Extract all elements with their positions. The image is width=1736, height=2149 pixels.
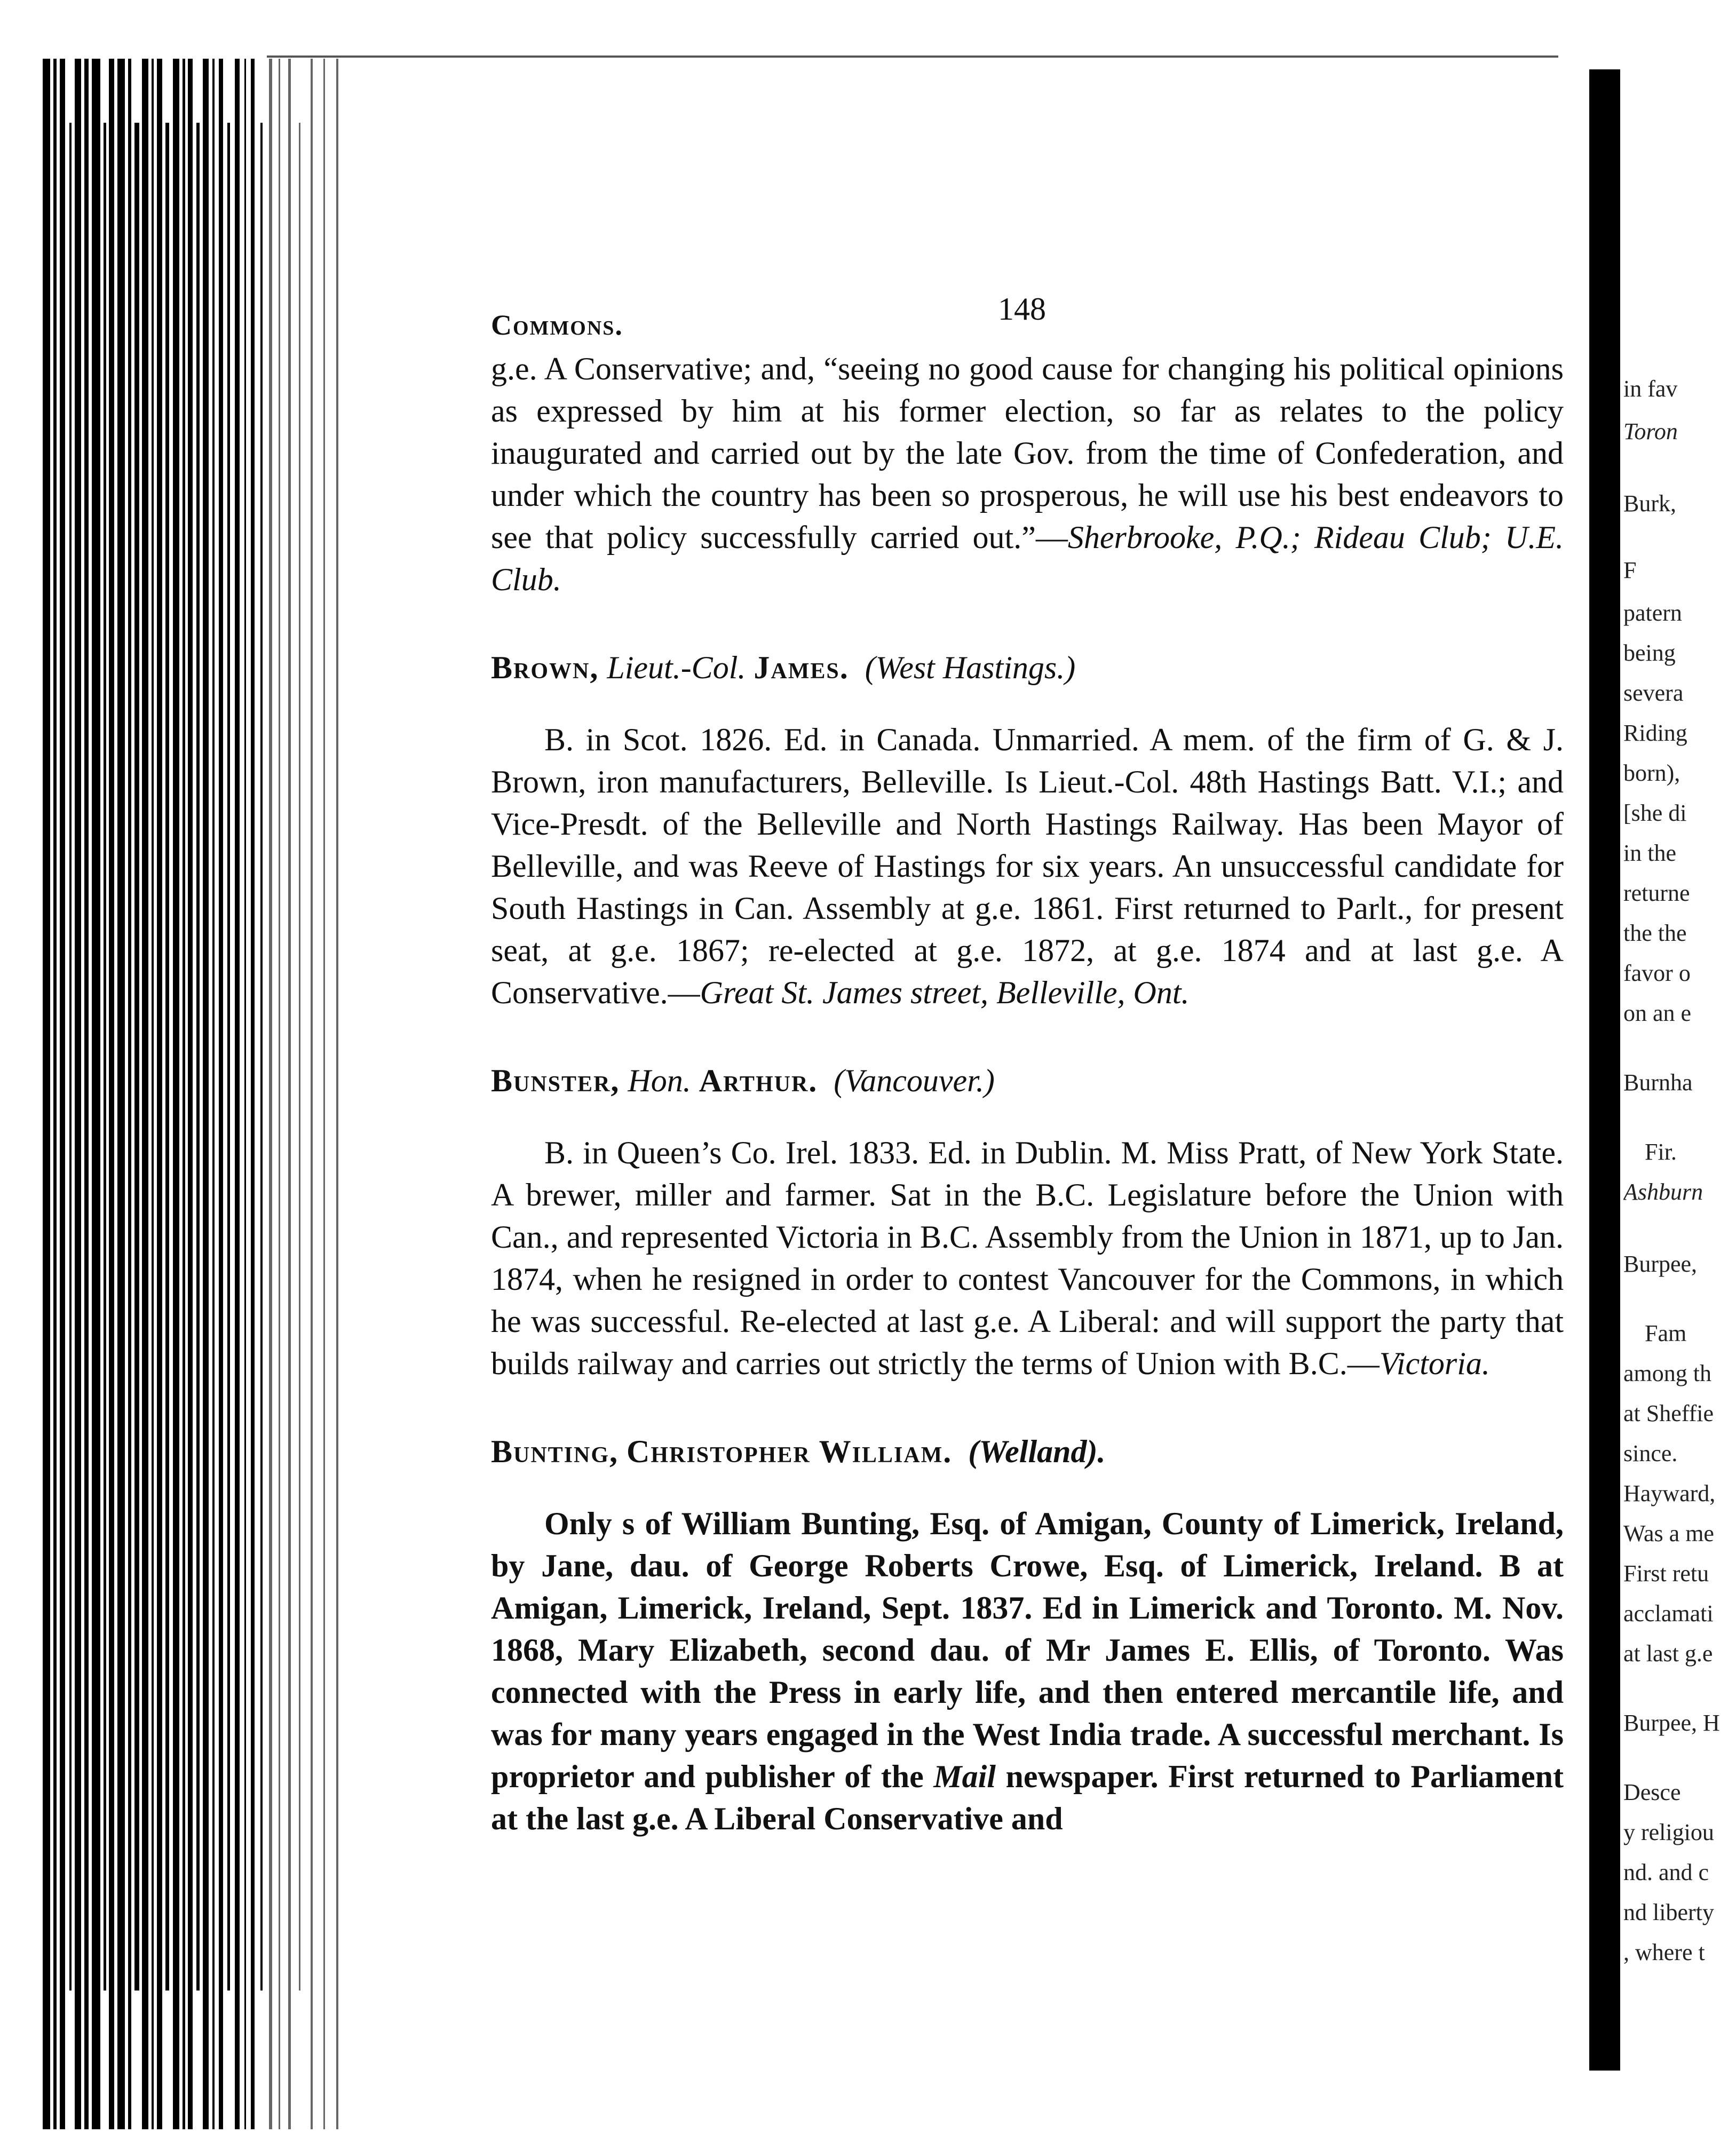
edge-line [84, 59, 89, 2129]
newspaper-name: Mail [933, 1759, 996, 1794]
edge-line [128, 59, 131, 2129]
edge-line [336, 59, 338, 2129]
fragment-line: Burnha [1623, 1069, 1693, 1096]
edge-line [69, 123, 72, 1991]
edge-line [212, 59, 215, 2129]
entry-body-text: Only s of William Bunting, Esq. of Amigan, County of Limerick, Ireland, by Jane, dau. of George Roberts Crowe, Esq. of Limerick, Ireland. B at Amigan, Limerick, Ireland, Sept. 1837. Ed in Limerick and Toronto. M. Nov. 1868, Mary Elizabeth, second dau. of Mr James E. Ellis, of Toronto. Was connected with the Press in early life, and then entered mercantile life, and was for many years engaged in the West India trade. A successful merchant. Is proprietor and publisher of the [491, 1506, 1564, 1794]
fragment-line: [she di [1623, 800, 1687, 826]
page-number: 148 [998, 291, 1046, 327]
edge-line [279, 59, 280, 2129]
entry-address: Victoria. [1379, 1346, 1490, 1381]
entry-heading [491, 1431, 1564, 1473]
adjacent-page-fragment [1623, 368, 1736, 1969]
entry-surname: Bunting, [491, 1434, 619, 1469]
edge-line [109, 59, 114, 2129]
edge-line [53, 59, 57, 2129]
fragment-line: patern [1623, 600, 1682, 626]
entry-brown [491, 647, 1564, 1014]
fragment-line: in fav [1623, 376, 1678, 402]
fragment-line: at last g.e [1623, 1640, 1713, 1667]
entry-body [491, 719, 1564, 1014]
fragment-line: Fam [1645, 1320, 1687, 1346]
edge-line [299, 123, 300, 1991]
edge-line [152, 59, 154, 2129]
edge-line [227, 123, 230, 1991]
fragment-line: First retu [1623, 1560, 1709, 1587]
edge-line [117, 59, 125, 2129]
top-rule [267, 55, 1558, 58]
fragment-line: being [1623, 640, 1676, 666]
entry-given-name: Christopher William. [627, 1434, 953, 1469]
entry-title: Lieut.-Col. [607, 650, 746, 685]
fragment-line: y religiou [1623, 1819, 1714, 1845]
edge-line [235, 59, 240, 2129]
edge-line [219, 59, 223, 2129]
continued-address: Sherbrooke, P.Q.; Rideau Club; U.E. Club. [491, 520, 1564, 597]
fragment-line: Desce [1623, 1779, 1681, 1805]
fragment-line: , where t [1623, 1939, 1705, 1965]
edge-line [269, 59, 272, 2129]
edge-line [165, 123, 169, 1991]
edge-line [60, 59, 65, 2129]
fragment-line: severa [1623, 680, 1684, 706]
edge-line [323, 59, 325, 2129]
fragment-line: returne [1623, 880, 1690, 906]
fragment-line: Was a me [1623, 1520, 1714, 1547]
edge-line [43, 59, 50, 2129]
edge-line [173, 59, 179, 2129]
fragment-line: the the [1623, 920, 1687, 946]
entry-bunster [491, 1060, 1564, 1385]
entry-surname: Brown, [491, 650, 599, 685]
fragment-line: Burk, [1623, 490, 1676, 517]
entry-riding: (Vancouver.) [834, 1063, 995, 1098]
fragment-line: favor o [1623, 960, 1691, 986]
edge-line [183, 59, 185, 2129]
running-head: Commons. [491, 309, 623, 341]
edge-line [196, 123, 200, 1991]
edge-line [104, 123, 106, 1991]
fragment-line: F [1623, 557, 1637, 583]
continued-entry [491, 348, 1564, 601]
fragment-line: since. [1623, 1440, 1678, 1466]
entry-title: Hon. [628, 1063, 691, 1098]
page-header [491, 288, 1564, 348]
entry-given-name: James. [754, 650, 849, 685]
edge-line [260, 123, 263, 1991]
entry-heading [491, 1060, 1564, 1102]
edge-line [288, 59, 291, 2129]
entry-body [491, 1132, 1564, 1385]
edge-line [203, 59, 209, 2129]
entry-riding: (West Hastings.) [865, 650, 1076, 685]
fragment-line: Fir. [1645, 1139, 1677, 1165]
entry-body [491, 1503, 1564, 1840]
entry-body-text: B. in Queen’s Co. Irel. 1833. Ed. in Dublin. M. Miss Pratt, of New York State. A brewer, miller and farmer. Sat in the B.C. Legislature before the Union with Can., and represented Victoria in B.C. Assembly from the Union in 1871, up to Jan. 1874, when he resigned in order to contest Vancouver for the Commons, in which he was successful. Re-elected at last g.e. A Liberal: and will support the party that builds railway and carries out strictly the terms of Union with B.C.— [491, 1135, 1564, 1381]
fragment-line: among th [1623, 1360, 1711, 1386]
edge-line [134, 123, 139, 1991]
page-edge-strip [0, 59, 342, 2129]
edge-line [251, 59, 255, 2129]
gutter-shadow [1589, 69, 1620, 2071]
fragment-line: Riding [1623, 720, 1687, 746]
fragment-line: at Sheffie [1623, 1400, 1714, 1426]
fragment-line: on an e [1623, 1000, 1692, 1026]
entry-bunting [491, 1431, 1564, 1840]
fragment-line: Burpee, H [1623, 1710, 1720, 1736]
fragment-line: acclamati [1623, 1600, 1714, 1627]
entry-riding: (Welland). [968, 1434, 1106, 1469]
fragment-line: nd. and c [1623, 1859, 1709, 1885]
fragment-line: nd liberty [1623, 1899, 1714, 1925]
edge-line [188, 59, 193, 2129]
edge-line [92, 59, 100, 2129]
edge-line [157, 59, 162, 2129]
fragment-line: Toron [1623, 418, 1678, 445]
entry-address: Great St. James street, Belleville, Ont. [700, 975, 1190, 1010]
edge-line [311, 59, 313, 2129]
fragment-line: Hayward, [1623, 1480, 1716, 1506]
entry-surname: Bunster, [491, 1063, 620, 1098]
entry-heading [491, 647, 1564, 689]
entry-given-name: Arthur. [699, 1063, 818, 1098]
entry-body-text-end: newspaper. First returned to Parliament at the last g.e. A Liberal Conservative and [491, 1759, 1564, 1836]
fragment-line: Burpee, [1623, 1251, 1698, 1277]
fragment-line: born), [1623, 760, 1680, 786]
entry-body-text: B. in Scot. 1826. Ed. in Canada. Unmarried. A mem. of the firm of G. & J. Brown, iron manufacturers, Belleville. Is Lieut.-Col. 48th Hastings Batt. V.I.; and Vice-Presdt. of the Belleville and North Hastings Railway. Has been Mayor of Belleville, and was Reeve of Hastings for six years. An unsuccessful candidate for South Hastings in Can. Assembly at g.e. 1861. First returned to Parlt., for present seat, at g.e. 1867; re-elected at g.e. 1872, at g.e. 1874 and at last g.e. A Conservative.— [491, 722, 1564, 1010]
book-page [491, 288, 1564, 1840]
edge-line [244, 59, 246, 2129]
edge-line [75, 59, 81, 2129]
fragment-line: in the [1623, 840, 1676, 866]
continued-text: g.e. A Conservative; and, “seeing no good cause for changing his political opinions as expressed by him at his former election, so far as relates to the policy inaugurated and carried out by the late Gov. from the time of Confederation, and under which the country has been so prosperous, he will use his best endeavors to see that policy successfully carried out.”— [491, 351, 1564, 555]
fragment-line: Ashburn [1623, 1179, 1703, 1205]
edge-line [142, 59, 148, 2129]
